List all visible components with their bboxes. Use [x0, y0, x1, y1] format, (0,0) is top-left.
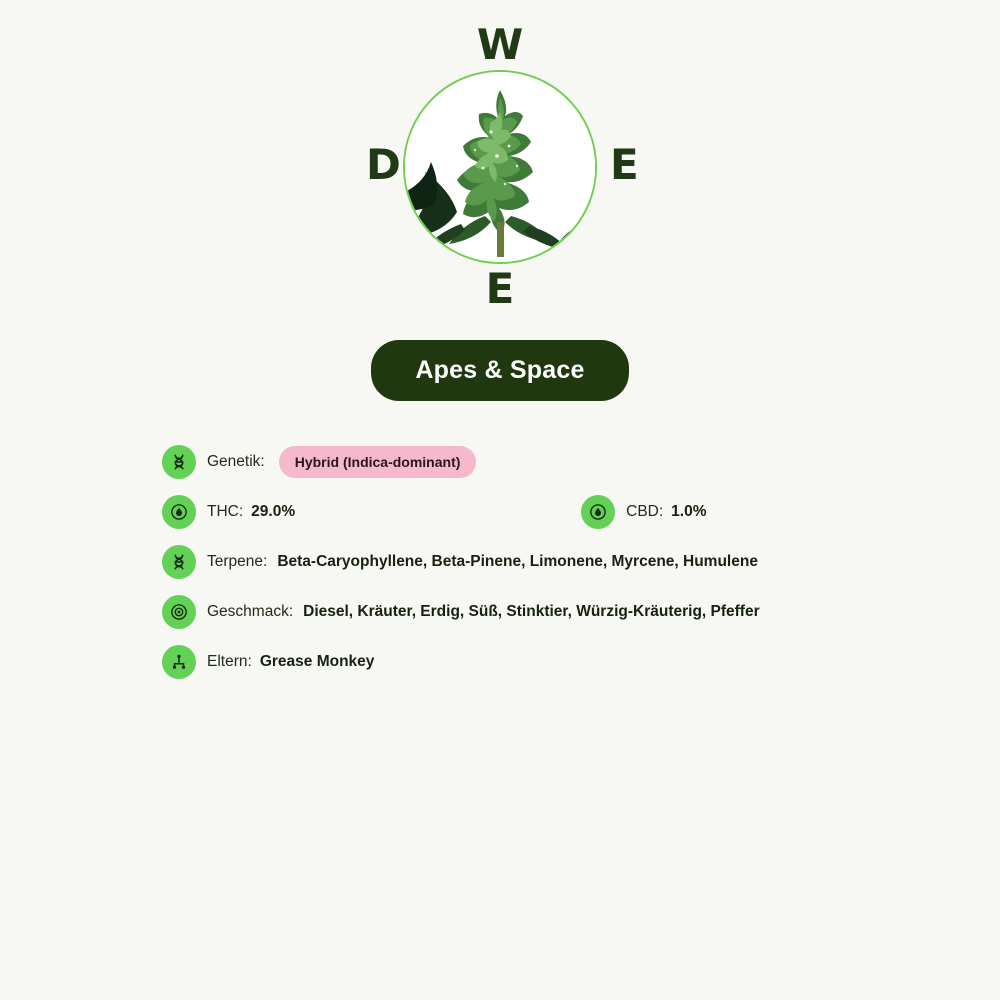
- genetics-value-badge: Hybrid (Indica-dominant): [279, 446, 477, 478]
- terpenes-label: Terpene:: [207, 553, 268, 570]
- flavor-value: Diesel, Kräuter, Erdig, Süß, Stinktier, Würzig-Kräuterig, Pfeffer: [303, 603, 760, 620]
- flavor-cell: [162, 595, 760, 629]
- droplet-icon: [162, 495, 196, 529]
- thc-cell: [162, 495, 295, 529]
- hero-section: [0, 0, 1000, 320]
- thc-value: 29.0%: [251, 503, 296, 520]
- cbd-cell: [581, 495, 706, 529]
- compass-rose: [0, 0, 1000, 320]
- compass-east-label: E: [610, 140, 639, 189]
- dna-icon: [162, 545, 196, 579]
- info-row-genetics: [162, 445, 982, 479]
- strain-info-list: [162, 445, 982, 679]
- parents-label: Eltern:: [207, 653, 252, 670]
- info-row-terpenes: [162, 545, 982, 579]
- info-row-parents: [162, 645, 982, 679]
- genetics-label: Genetik:: [207, 453, 265, 470]
- page-title: Apes & Space: [371, 340, 628, 401]
- bud-image-circle: [403, 70, 597, 264]
- terpenes-cell: [162, 545, 758, 579]
- genetics-cell: [162, 445, 476, 479]
- parents-cell: [162, 645, 374, 679]
- cbd-label: CBD:: [626, 503, 664, 520]
- family-tree-icon: [162, 645, 196, 679]
- info-row-flavor: [162, 595, 982, 629]
- compass-west-label: D: [366, 140, 401, 189]
- compass-north-label: W: [476, 20, 524, 69]
- cbd-value: 1.0%: [671, 503, 707, 520]
- info-row-cannabinoids: [162, 495, 982, 529]
- strain-title-container: [0, 340, 1000, 401]
- cannabis-bud-photo: [405, 72, 595, 262]
- terpenes-value: Beta-Caryophyllene, Beta-Pinene, Limonene, Myrcene, Humulene: [277, 553, 758, 570]
- dna-icon: [162, 445, 196, 479]
- droplet-icon: [581, 495, 615, 529]
- thc-label: THC:: [207, 503, 244, 520]
- compass-south-label: E: [485, 264, 515, 313]
- flavor-icon: [162, 595, 196, 629]
- parents-value: Grease Monkey: [259, 653, 375, 670]
- flavor-label: Geschmack:: [207, 603, 294, 620]
